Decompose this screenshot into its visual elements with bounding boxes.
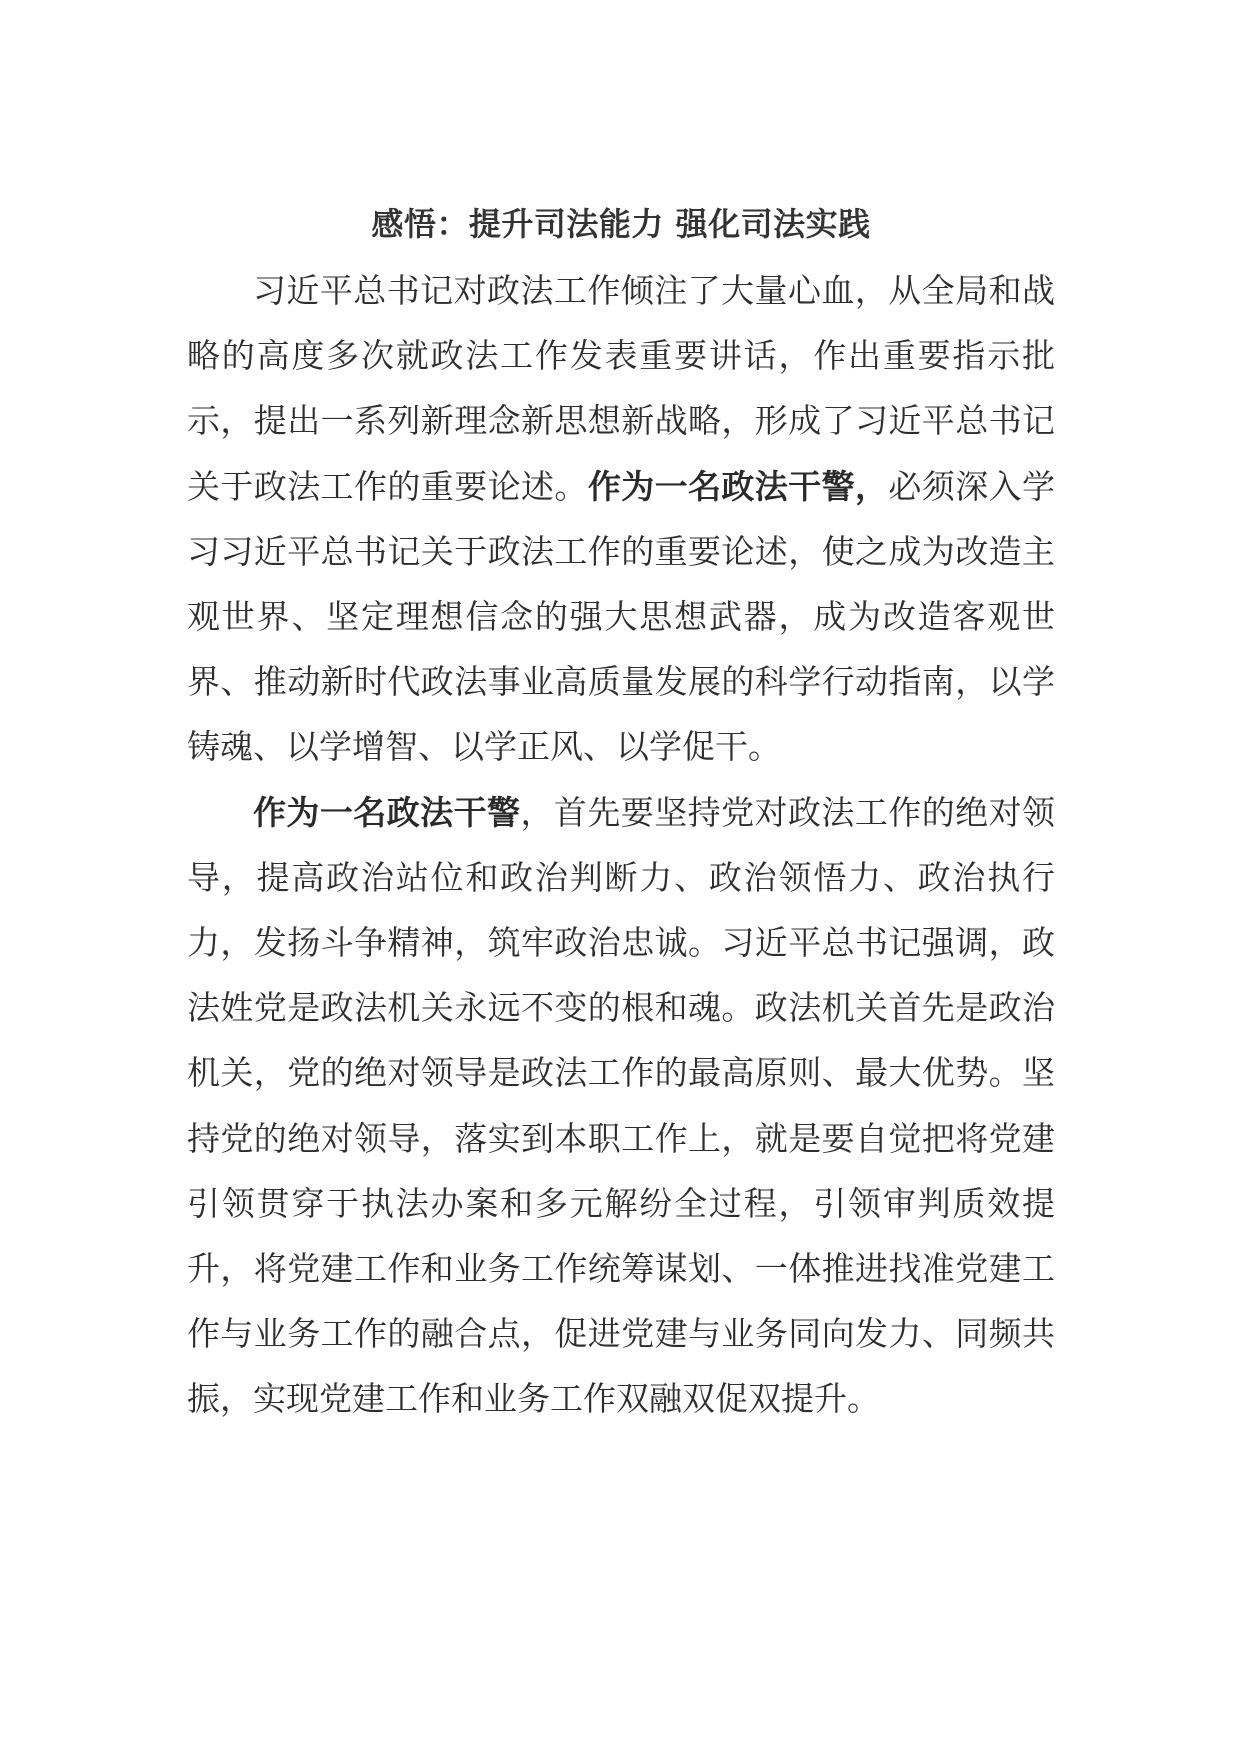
body-paragraph-1 — [187, 258, 1055, 780]
document-title: 感悟：提升司法能力 强化司法实践 — [371, 205, 871, 243]
paragraph-1-bold-phrase: 作为一名政法干警， — [587, 466, 889, 506]
paragraph-1-text-segment: 习近平总书记对政法工作倾注了大量心血，从全局和战略的高度多次就政法工作发表重要讲话，作出重要指示批示，提出一系列新理念新思想新战略，形成了习近平总书记关于政法工作的重要论述。 — [187, 271, 1055, 506]
paragraph-2-bold-phrase: 作为一名政法干警 — [253, 792, 521, 832]
paragraph-1-text-segment: 必须深入学习习近平总书记关于政法工作的重要论述，使之成为改造主观世界、坚定理想信念的强大思想武器，成为改造客观世界、推动新时代政法事业高质量发展的科学行动指南，以学铸魂、以学增智、以学正风、以学促干。 — [187, 466, 1056, 767]
body-paragraph-2 — [187, 780, 1055, 1432]
document-page — [187, 200, 1055, 1432]
paragraph-2-text-segment: ，首先要坚持党对政法工作的绝对领导，提高政治站位和政治判断力、政治领悟力、政治执行力，发扬斗争精神，筑牢政治忠诚。习近平总书记强调，政法姓党是政法机关永远不变的根和魂。政法机关首先是政治机关，党的绝对领导是政法工作的最高原则、最大优势。坚持党的绝对领导，落实到本职工作上，就是要自觉把将党建引领贯穿于执法办案和多元解纷全过程，引领审判质效提升，将党建工作和业务工作统筹谋划、一体推进找准党建工作与业务工作的融合点，促进党建与业务同向发力、同频共振，实现党建工作和业务工作双融双促双提升。 — [187, 792, 1056, 1419]
